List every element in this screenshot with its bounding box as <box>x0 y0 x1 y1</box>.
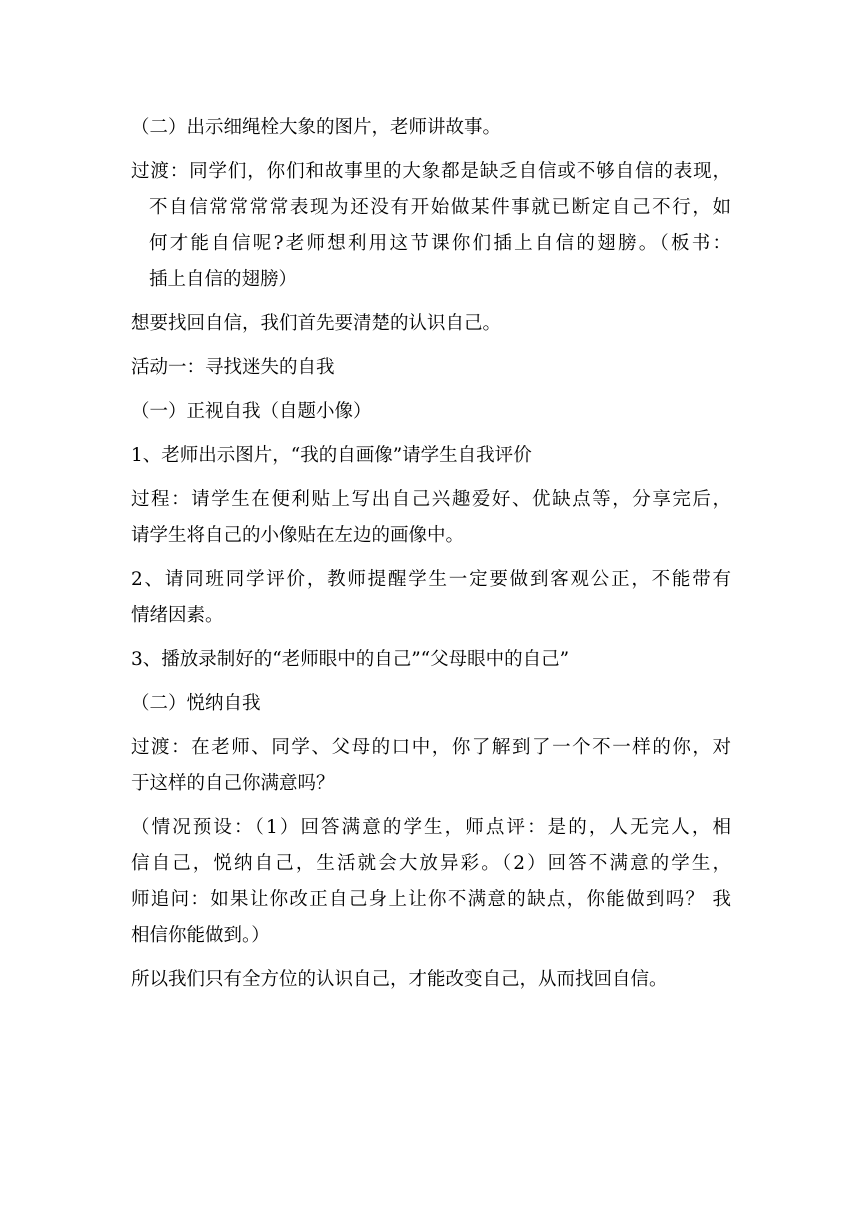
transition-2-line-2: 于这样的自己你满意吗？ <box>131 773 335 794</box>
step-2-line-1: 2、请同班同学评价，教师提醒学生一定要做到客观公正，不能带有 <box>131 569 731 590</box>
subsection-heading-accept-yourself: （二）悦纳自我 <box>131 693 261 714</box>
transition-2-line-1: 过渡：在老师、同学、父母的口中，你了解到了一个不一样的你，对 <box>131 737 731 758</box>
subsection-heading-face-yourself: （一）正视自我（自题小像） <box>131 401 372 422</box>
step-1-text: 1、老师出示图片，“我的自画像”请学生自我评价 <box>131 445 532 466</box>
activity-one-heading: 活动一：寻找迷失的自我 <box>131 357 335 378</box>
step-2-line-2: 情绪因素。 <box>131 605 224 626</box>
step-3-text: 3、播放录制好的“老师眼中的自己”“父母眼中的自己” <box>131 649 570 670</box>
process-paragraph-line-2: 请学生将自己的小像贴在左边的画像中。 <box>131 525 465 546</box>
scenario-paragraph-line-4: 相信你能做到。） <box>131 925 270 946</box>
process-paragraph-line-1: 过程：请学生在便利贴上写出自己兴趣爱好、优缺点等，分享完后， <box>131 489 731 510</box>
know-yourself-sentence: 想要找回自信，我们首先要清楚的认识自己。 <box>131 313 502 334</box>
section-heading-show-picture: （二）出示细绳栓大象的图片，老师讲故事。 <box>131 117 502 138</box>
transition-paragraph-line-3: 何才能自信呢?老师想利用这节课你们插上自信的翅膀。（板书： <box>149 233 731 254</box>
transition-paragraph-line-1: 过渡：同学们，你们和故事里的大象都是缺乏自信或不够自信的表现， <box>131 161 731 182</box>
conclusion-sentence: 所以我们只有全方位的认识自己，才能改变自己，从而找回自信。 <box>131 969 668 990</box>
scenario-paragraph-line-3: 师追问：如果让你改正自己身上让你不满意的缺点，你能做到吗？ 我 <box>131 889 731 910</box>
scenario-paragraph-line-1: （情况预设：（1）回答满意的学生，师点评：是的，人无完人，相 <box>131 817 731 838</box>
scenario-paragraph-line-2: 信自己，悦纳自己，生活就会大放异彩。（2）回答不满意的学生， <box>131 853 731 874</box>
document-body <box>131 110 731 998</box>
transition-paragraph-line-2: 不自信常常常常表现为还没有开始做某件事就已断定自己不行，如 <box>149 197 731 218</box>
transition-paragraph-line-4: 插上自信的翅膀） <box>149 269 298 290</box>
